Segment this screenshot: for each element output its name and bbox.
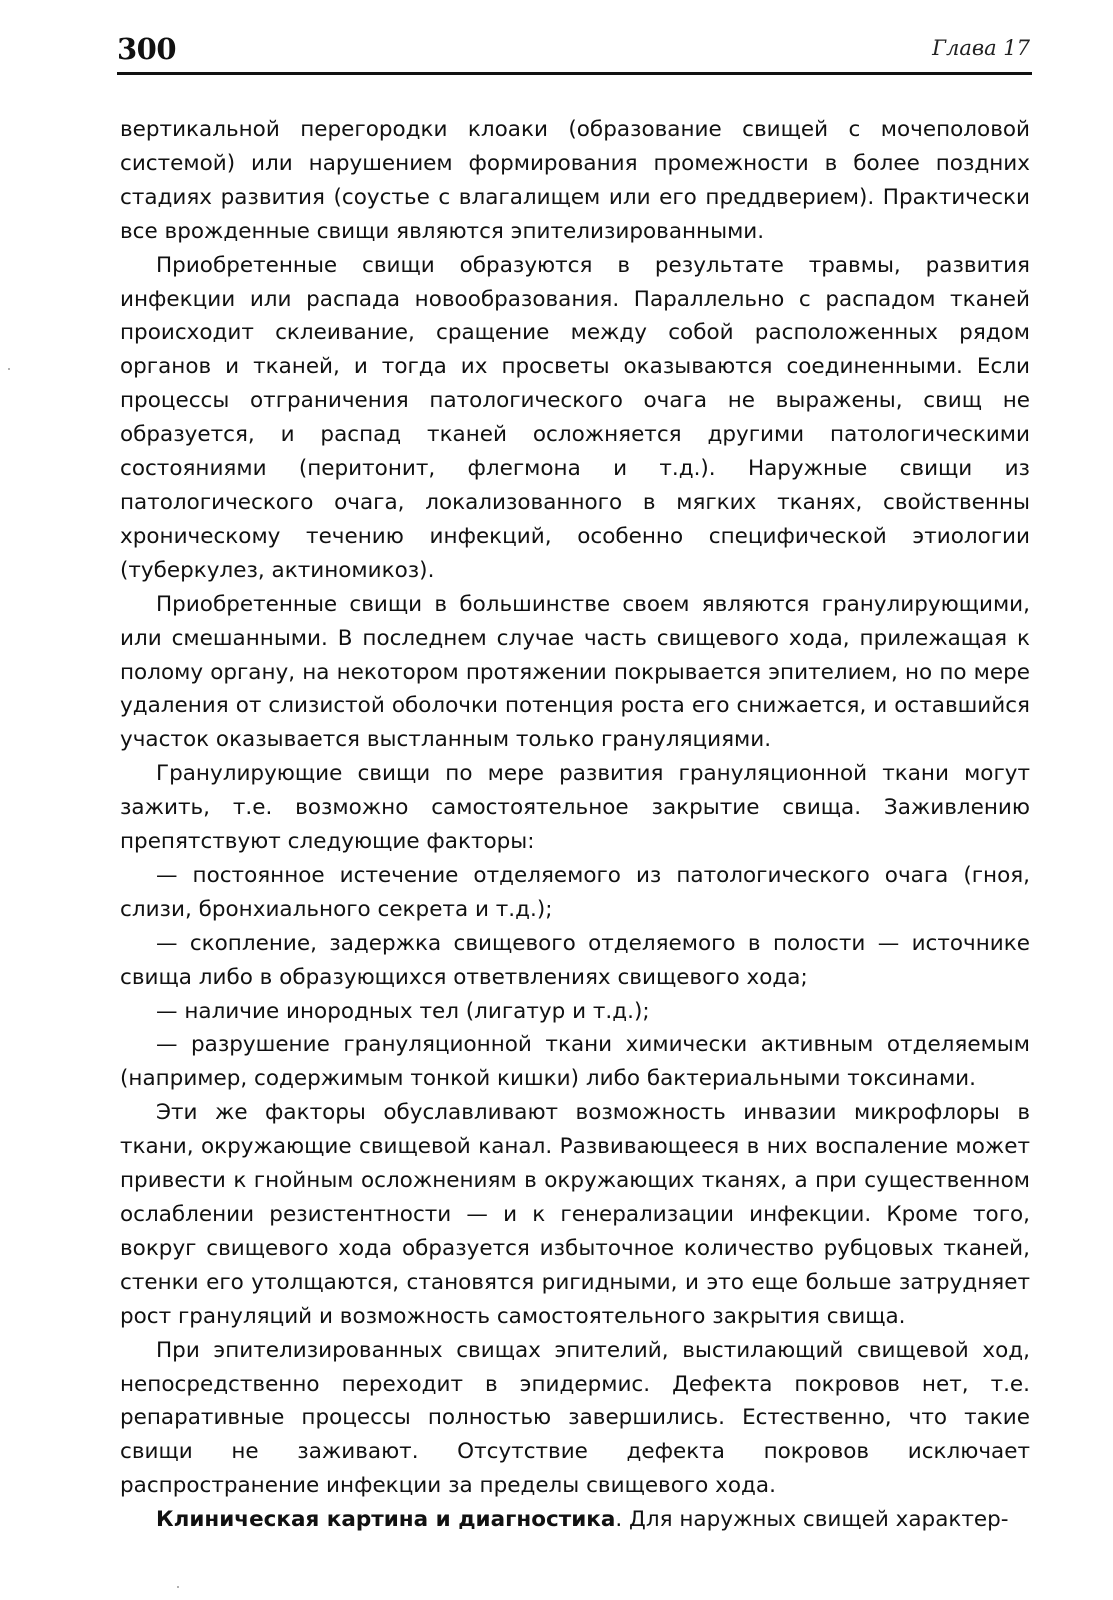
paragraph: вертикальной перегородки клоаки (образование свищей с мочеполовой системой) или нарушением формирования промежности в более поздних стадиях развития (соустье с влагалищем или его преддверием). Практически все врожденные свищи являются эпителизированными. — [120, 117, 1030, 244]
chapter-label: Глава 17 — [932, 36, 1030, 60]
page-number: 300 — [117, 32, 177, 66]
scan-speck — [177, 1586, 179, 1588]
list-item: — разрушение грануляционной ткани химически активным отделяемым (например, содержимым тонкой кишки) либо бактериальными токсинами. — [120, 1032, 1030, 1092]
paragraph: Приобретенные свищи образуются в результате травмы, развития инфекции или распада новообразования. Параллельно с распадом тканей происходит склеивание, сращение между собой расположенных рядом органов и тканей, и тогда их просветы оказываются соединенными. Если процессы отграничения патологического очага не выражены, свищ не образуется, и распад тканей осложняется другими патологическими состояниями (перитонит, флегмона и т.д.). Наружные свищи из патологического очага, локализованного в мягких тканях, свойственны хроническому течению инфекций, особенно специфической этиологии (туберкулез, актиномикоз). — [120, 252, 1030, 583]
list-item: — наличие инородных тел (лигатур и т.д.); — [156, 998, 650, 1024]
run-in-heading: Клиническая картина и диагностика — [156, 1507, 616, 1533]
section-paragraph — [120, 1503, 1030, 1537]
list-item: — скопление, задержка свищевого отделяемого в полости — источнике свища либо в образующихся ответвлениях свищевого хода; — [120, 930, 1030, 990]
paragraph: При эпителизированных свищах эпителий, выстилающий свищевой ход, непосредственно переходит в эпидермис. Дефекта покровов нет, т.е. репаративные процессы полностью завершились. Естественно, что такие свищи не заживают. Отсутствие дефекта покровов исключает распространение инфекции за пределы свищевого хода. — [120, 1337, 1030, 1499]
paragraph: Гранулирующие свищи по мере развития грануляционной ткани могут зажить, т.е. возможно самостоятельное закрытие свища. Заживлению препятствуют следующие факторы: — [120, 761, 1030, 855]
header-rule — [117, 72, 1032, 75]
list-item: — постоянное истечение отделяемого из патологического очага (гноя, слизи, бронхиального секрета и т.д.); — [120, 862, 1030, 922]
paragraph: Эти же факторы обуславливают возможность инвазии микрофлоры в ткани, окружающие свищевой канал. Развивающееся в них воспаление может привести к гнойным осложнениям в окружающих тканях, а при существенном ослаблении резистентности — и к генерализации инфекции. Кроме того, вокруг свищевого хода образуется избыточное количество рубцовых тканей, стенки его утолщаются, становятся ригидными, и это еще больше затрудняет рост грануляций и возможность самостоятельного закрытия свища. — [120, 1100, 1030, 1329]
scan-speck — [8, 368, 10, 370]
paragraph-continuation: . Для наружных свищей характер- — [615, 1507, 1009, 1533]
paragraph: Приобретенные свищи в большинстве своем являются гранулирующими, или смешанными. В последнем случае часть свищевого хода, прилежащая к полому органу, на некотором протяжении покрывается эпителием, но по мере удаления от слизистой оболочки потенция роста его снижается, и оставшийся участок оказывается выстланным только грануляциями. — [120, 591, 1030, 753]
body-text — [120, 113, 1030, 1537]
running-head — [117, 28, 1030, 78]
